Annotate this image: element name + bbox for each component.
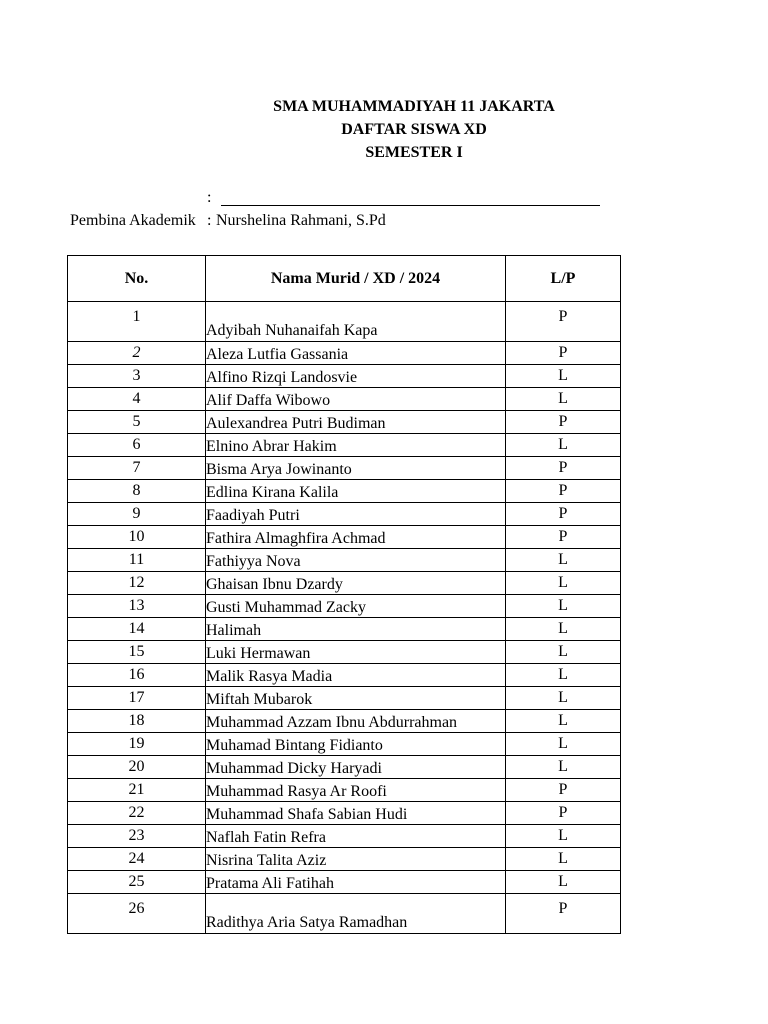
student-gender: L (506, 365, 621, 388)
student-gender: L (506, 848, 621, 871)
student-gender: P (506, 503, 621, 526)
student-name: Halimah (206, 618, 506, 641)
table-row (68, 457, 621, 480)
student-gender: L (506, 549, 621, 572)
student-name: Elnino Abrar Hakim (206, 434, 506, 457)
student-name: Fathira Almaghfira Achmad (206, 526, 506, 549)
row-number: 20 (68, 756, 206, 779)
student-gender: P (506, 411, 621, 434)
table-row (68, 572, 621, 595)
student-gender: L (506, 733, 621, 756)
table-row (68, 302, 621, 342)
row-number: 24 (68, 848, 206, 871)
table-row (68, 825, 621, 848)
table-row (68, 411, 621, 434)
student-gender: L (506, 595, 621, 618)
row-number: 2 (68, 342, 206, 365)
student-name: Fathiyya Nova (206, 549, 506, 572)
student-gender: L (506, 825, 621, 848)
table-row (68, 388, 621, 411)
student-name: Adyibah Nuhanaifah Kapa (206, 302, 506, 342)
student-name: Luki Hermawan (206, 641, 506, 664)
student-name: Muhammad Dicky Haryadi (206, 756, 506, 779)
row-number: 4 (68, 388, 206, 411)
student-name: Alfino Rizqi Landosvie (206, 365, 506, 388)
table-row (68, 434, 621, 457)
student-gender: P (506, 342, 621, 365)
row-number: 8 (68, 480, 206, 503)
table-row (68, 779, 621, 802)
table-row (68, 503, 621, 526)
table-row (68, 848, 621, 871)
table-row (68, 618, 621, 641)
student-name: Ghaisan Ibnu Dzardy (206, 572, 506, 595)
table-row (68, 480, 621, 503)
semester-title: SEMESTER I (365, 144, 463, 161)
table-row (68, 802, 621, 825)
student-name: Pratama Ali Fatihah (206, 871, 506, 894)
student-gender: L (506, 871, 621, 894)
blank-field-colon: : (207, 189, 212, 206)
table-row (68, 526, 621, 549)
row-number: 22 (68, 802, 206, 825)
row-number: 23 (68, 825, 206, 848)
student-name: Aleza Lutfia Gassania (206, 342, 506, 365)
row-number: 18 (68, 710, 206, 733)
student-gender: P (506, 480, 621, 503)
table-row (68, 756, 621, 779)
row-number: 26 (68, 894, 206, 934)
student-name: Bisma Arya Jowinanto (206, 457, 506, 480)
student-gender: L (506, 572, 621, 595)
row-number: 13 (68, 595, 206, 618)
student-name: Nisrina Talita Aziz (206, 848, 506, 871)
row-number: 3 (68, 365, 206, 388)
table-row (68, 687, 621, 710)
row-number: 6 (68, 434, 206, 457)
pembina-name: Nurshelina Rahmani, S.Pd (216, 212, 386, 229)
table-row (68, 871, 621, 894)
table-row (68, 641, 621, 664)
list-title: DAFTAR SISWA XD (341, 121, 487, 138)
table-row (68, 664, 621, 687)
student-name: Malik Rasya Madia (206, 664, 506, 687)
header-name: Nama Murid / XD / 2024 (206, 256, 506, 302)
student-gender: L (506, 687, 621, 710)
student-gender: P (506, 894, 621, 934)
student-gender: L (506, 710, 621, 733)
header-no: No. (68, 256, 206, 302)
student-gender: P (506, 526, 621, 549)
row-number: 15 (68, 641, 206, 664)
pembina-label: Pembina Akademik (70, 212, 196, 229)
student-name: Muhammad Shafa Sabian Hudi (206, 802, 506, 825)
row-number: 16 (68, 664, 206, 687)
row-number: 17 (68, 687, 206, 710)
student-name: Muhammad Rasya Ar Roofi (206, 779, 506, 802)
table-row (68, 342, 621, 365)
student-gender: L (506, 434, 621, 457)
table-body (68, 302, 621, 934)
blank-field-underline (221, 205, 600, 206)
row-number: 11 (68, 549, 206, 572)
student-name: Naflah Fatin Refra (206, 825, 506, 848)
student-gender: L (506, 756, 621, 779)
table-row (68, 894, 621, 934)
table-row (68, 549, 621, 572)
row-number: 19 (68, 733, 206, 756)
student-name: Edlina Kirana Kalila (206, 480, 506, 503)
student-name: Radithya Aria Satya Ramadhan (206, 894, 506, 934)
student-name: Faadiyah Putri (206, 503, 506, 526)
row-number: 9 (68, 503, 206, 526)
row-number: 1 (68, 302, 206, 342)
student-table (67, 255, 621, 934)
student-name: Muhammad Azzam Ibnu Abdurrahman (206, 710, 506, 733)
student-gender: L (506, 664, 621, 687)
student-gender: P (506, 779, 621, 802)
student-name: Alif Daffa Wibowo (206, 388, 506, 411)
row-number: 10 (68, 526, 206, 549)
row-number: 21 (68, 779, 206, 802)
row-number: 14 (68, 618, 206, 641)
student-gender: P (506, 802, 621, 825)
pembina-colon: : (207, 212, 212, 229)
table-row (68, 710, 621, 733)
student-gender: P (506, 302, 621, 342)
table-row (68, 733, 621, 756)
header-gender: L/P (506, 256, 621, 302)
school-title: SMA MUHAMMADIYAH 11 JAKARTA (273, 98, 555, 115)
student-gender: L (506, 641, 621, 664)
row-number: 5 (68, 411, 206, 434)
student-name: Muhamad Bintang Fidianto (206, 733, 506, 756)
row-number: 12 (68, 572, 206, 595)
row-number: 7 (68, 457, 206, 480)
student-gender: L (506, 388, 621, 411)
table-header-row (68, 256, 621, 302)
student-name: Gusti Muhammad Zacky (206, 595, 506, 618)
student-gender: P (506, 457, 621, 480)
row-number: 25 (68, 871, 206, 894)
student-name: Aulexandrea Putri Budiman (206, 411, 506, 434)
student-gender: L (506, 618, 621, 641)
table-row (68, 595, 621, 618)
student-name: Miftah Mubarok (206, 687, 506, 710)
table-row (68, 365, 621, 388)
